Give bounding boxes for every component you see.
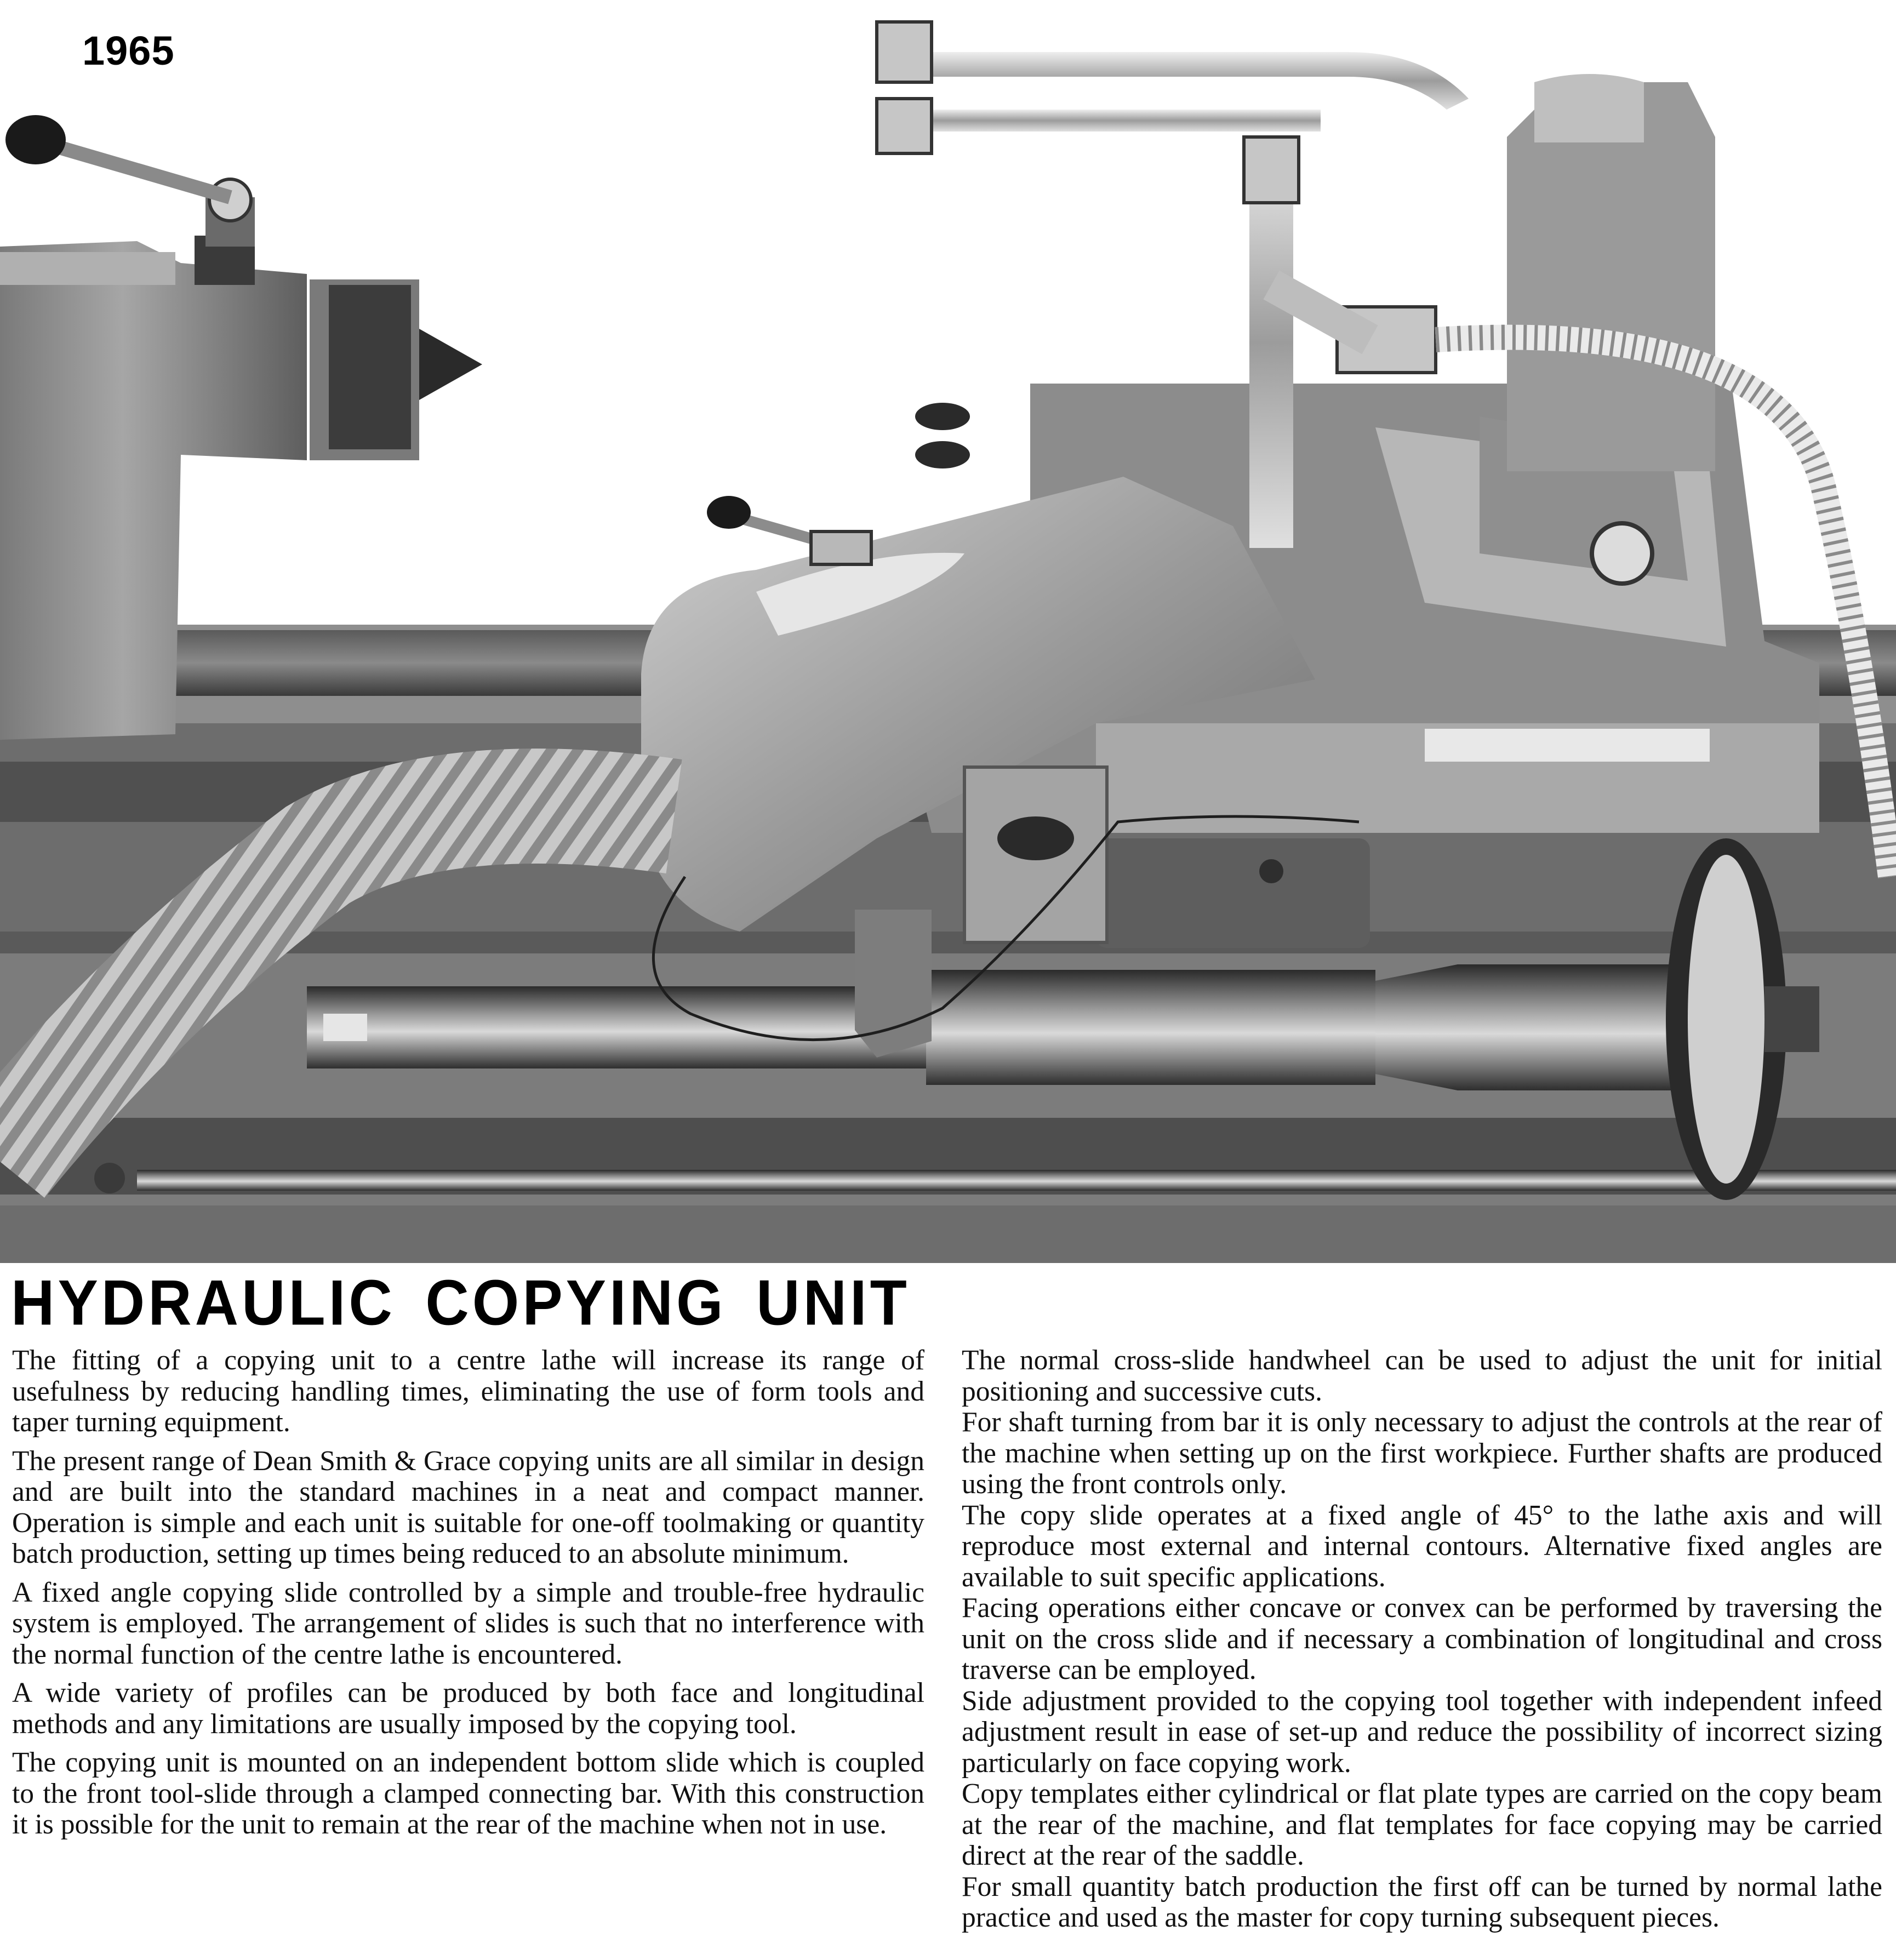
paragraph: A fixed angle copying slide controlled by a simple and trouble-free hydraulic system is employed. The arrangement of slides is such that no interference with the normal function of the centre lathe is encountered. [12, 1576, 924, 1670]
paragraph: Side adjustment provided to the copying tool together with independent infeed adjustment result in ease of set-up and reduce the possibility of incorrect sizing particularly on face copying work. [962, 1685, 1882, 1779]
paragraph: Copy templates either cylindrical or flat plate types are carried on the copy beam at the rear of the machine, and flat templates for face copying may be carried direct at the rear of the saddle. [962, 1778, 1882, 1871]
paragraph: A wide variety of profiles can be produced by both face and longitudinal methods and any limitations are usually imposed by the copying tool. [12, 1677, 924, 1740]
paragraph: For small quantity batch production the first off can be turned by normal lathe practice and used as the master for copy turning subsequent pieces. [962, 1871, 1882, 1933]
paragraph: The normal cross-slide handwheel can be used to adjust the unit for initial positioning and successive cuts. [962, 1345, 1882, 1407]
year-label: 1965 [82, 28, 175, 73]
paragraph: For shaft turning from bar it is only necessary to adjust the controls at the rear of the machine when setting up on the first workpiece. Further shafts are produced using the front controls only. [962, 1407, 1882, 1500]
paragraph: Facing operations either concave or convex can be performed by traversing the unit on the cross slide and if necessary a combination of longitudinal and cross traverse can be employed. [962, 1592, 1882, 1685]
paragraph: The present range of Dean Smith & Grace copying units are all similar in design and are built into the standard machines in a neat and compact manner. Operation is simple and each unit is suitable for one-off toolmaking or quantity batch production, setting up times being reduced to an absolute minimum. [12, 1445, 924, 1569]
paragraph: The fitting of a copying unit to a centre lathe will increase its range of usefulness by reducing handling times, eliminating the use of form tools and taper turning equipment. [12, 1345, 924, 1438]
right-text-column [962, 1345, 1882, 1934]
page-title: HYDRAULIC COPYING UNIT [11, 1267, 910, 1339]
left-text-column [12, 1345, 924, 1848]
paragraph: The copy slide operates at a fixed angle of 45° to the lathe axis and will reproduce most external and internal contours. Alternative fixed angles are available to suit specific applications. [962, 1499, 1882, 1593]
paragraph: The copying unit is mounted on an independent bottom slide which is coupled to the front tool-slide through a clamped connecting bar. With this construction it is possible for the unit to remain at the rear of the machine when not in use. [12, 1747, 924, 1840]
